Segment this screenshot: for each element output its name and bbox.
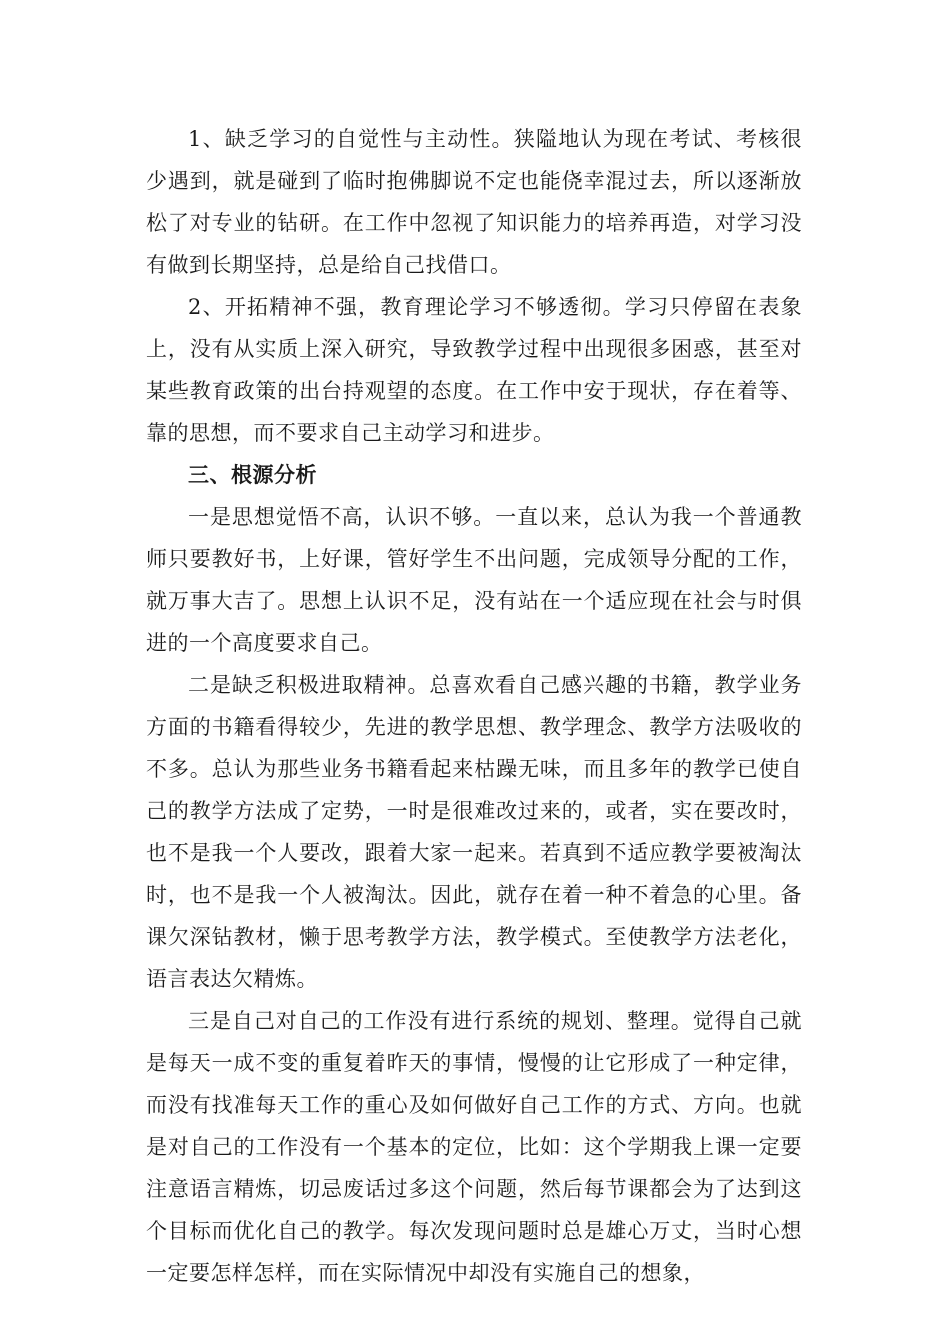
paragraph-5: 三是自己对自己的工作没有进行系统的规划、整理。觉得自己就是每天一成不变的重复着昨天的事情，慢慢的让它形成了一种定律，而没有找准每天工作的重心及如何做好自己工作的方式、方向。也就是对自己的工作没有一个基本的定位，比如：这个学期我上课一定要注意语言精炼，切忌废话过多这个问题，然后每节课都会为了达到这个目标而优化自己的教学。每次发现问题时总是雄心万丈，当时心想一定要怎样怎样，而在实际情况中却没有实施自己的想象， <box>146 1009 802 1285</box>
document-body <box>146 118 802 1294</box>
paragraph-2: 2、开拓精神不强，教育理论学习不够透彻。学习只停留在表象上，没有从实质上深入研究，导致教学过程中出现很多困惑，甚至对某些教育政策的出台持观望的态度。在工作中安于现状，存在着等、靠的思想，而不要求自己主动学习和进步。 <box>146 295 802 445</box>
paragraph-4: 二是缺乏积极进取精神。总喜欢看自己感兴趣的书籍，教学业务方面的书籍看得较少，先进的教学思想、教学理念、教学方法吸收的不多。总认为那些业务书籍看起来枯躁无味，而且多年的教学已使自己的教学方法成了定势，一时是很难改过来的，或者，实在要改时，也不是我一个人要改，跟着大家一起来。若真到不适应教学要被淘汰时，也不是我一个人被淘汰。因此，就存在着一种不着急的心里。备课欠深钻教材，懒于思考教学方法，教学模式。至使教学方法老化，语言表达欠精炼。 <box>146 673 802 991</box>
section-heading-root-cause: 三、根源分析 <box>188 463 317 487</box>
paragraph-1: 1、缺乏学习的自觉性与主动性。狭隘地认为现在考试、考核很少遇到，就是碰到了临时抱佛脚说不定也能侥幸混过去，所以逐渐放松了对专业的钻研。在工作中忽视了知识能力的培养再造，对学习没有做到长期坚持，总是给自己找借口。 <box>146 127 802 277</box>
paragraph-3: 一是思想觉悟不高，认识不够。一直以来，总认为我一个普通教师只要教好书，上好课，管好学生不出问题，完成领导分配的工作，就万事大吉了。思想上认识不足，没有站在一个适应现在社会与时俱进的一个高度要求自己。 <box>146 505 802 655</box>
